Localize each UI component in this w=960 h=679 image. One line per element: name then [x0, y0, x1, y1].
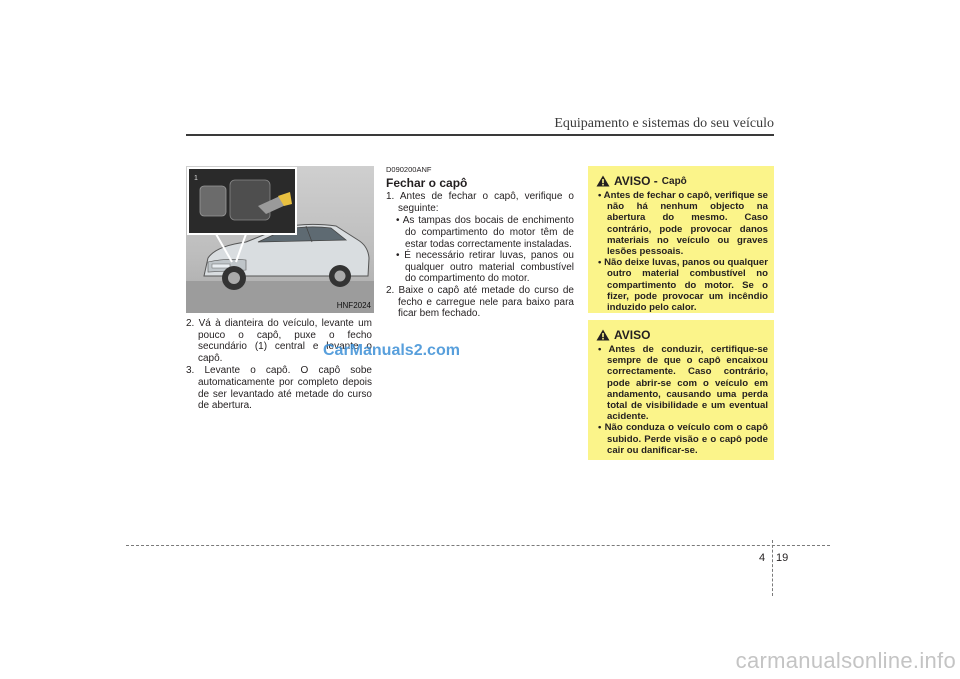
warning-subject: Capô [661, 175, 687, 187]
middle-column [386, 164, 574, 321]
warning-item: • Antes de conduzir, certifique-se sempre de que o capô encaixou correctamente. Caso contrário, pode abrir-se com o veículo em andamento, causando uma perda total de visibilidade e um eventual acidente. [598, 344, 768, 423]
warning-triangle-icon [596, 329, 610, 341]
hood-latch-figure [186, 166, 374, 313]
warning-box-driving [588, 320, 774, 460]
left-column [186, 318, 372, 413]
warning-item: • Antes de fechar o capô, verifique se não há nenhum objecto na abertura do mesmo. Caso contrário, pode provocar danos materiais no veículo ou graves lesões pessoais. [598, 190, 768, 258]
step-2: 2. Vá à dianteira do veículo, levante um pouco o capô, puxe o fecho secundário (1) central e levante o capô. [186, 318, 372, 364]
page-number: 19 [776, 552, 789, 564]
warning-label: AVISO [614, 328, 651, 342]
section-code: D090200ANF [386, 165, 432, 174]
warning-label: AVISO - [614, 174, 658, 188]
close-step-1: 1. Antes de fechar o capô, verifique o seguinte: [386, 191, 574, 214]
close-bullet-1: • As tampas dos bocais de enchimento do compartimento do motor têm de estar todas correctamente instaladas. [396, 215, 574, 250]
close-bullet-2: • É necessário retirar luvas, panos ou qualquer outro material combustível do compartimento do motor. [396, 250, 574, 285]
header-rule [186, 134, 774, 136]
svg-text:1: 1 [194, 175, 198, 182]
site-watermark-link[interactable]: CarManuals2.com [323, 342, 460, 359]
figure-code: HNF2024 [336, 301, 371, 310]
page-header-title: Equipamento e sistemas do seu veículo [554, 116, 774, 131]
step-3: 3. Levante o capô. O capô sobe automaticamente por completo depois de ser levantado até metade do curso de abertura. [186, 365, 372, 412]
warning-triangle-icon [596, 175, 610, 187]
footer-divider [772, 540, 773, 596]
warning-item: • Não conduza o veículo com o capô subido. Perde visão e o capô pode cair ou danificar-se. [598, 422, 768, 456]
warning-box-hood [588, 166, 774, 313]
section-title: Fechar o capô [386, 175, 468, 190]
footer-rule [126, 545, 830, 546]
warning-header [596, 174, 768, 188]
car-illustration [186, 166, 374, 313]
warning-header [596, 328, 768, 342]
warning-item: • Não deixe luvas, panos ou qualquer outro material combustível no compartimento do motor. Se o fizer, pode provocar um incêndio induzido pelo calor. [598, 257, 768, 314]
chapter-number: 4 [759, 552, 766, 564]
bottom-watermark-link[interactable]: carmanualsonline.info [735, 648, 956, 673]
close-step-2: 2. Baixe o capô até metade do curso de fecho e carregue nele para baixo para ficar bem fechado. [386, 284, 574, 320]
